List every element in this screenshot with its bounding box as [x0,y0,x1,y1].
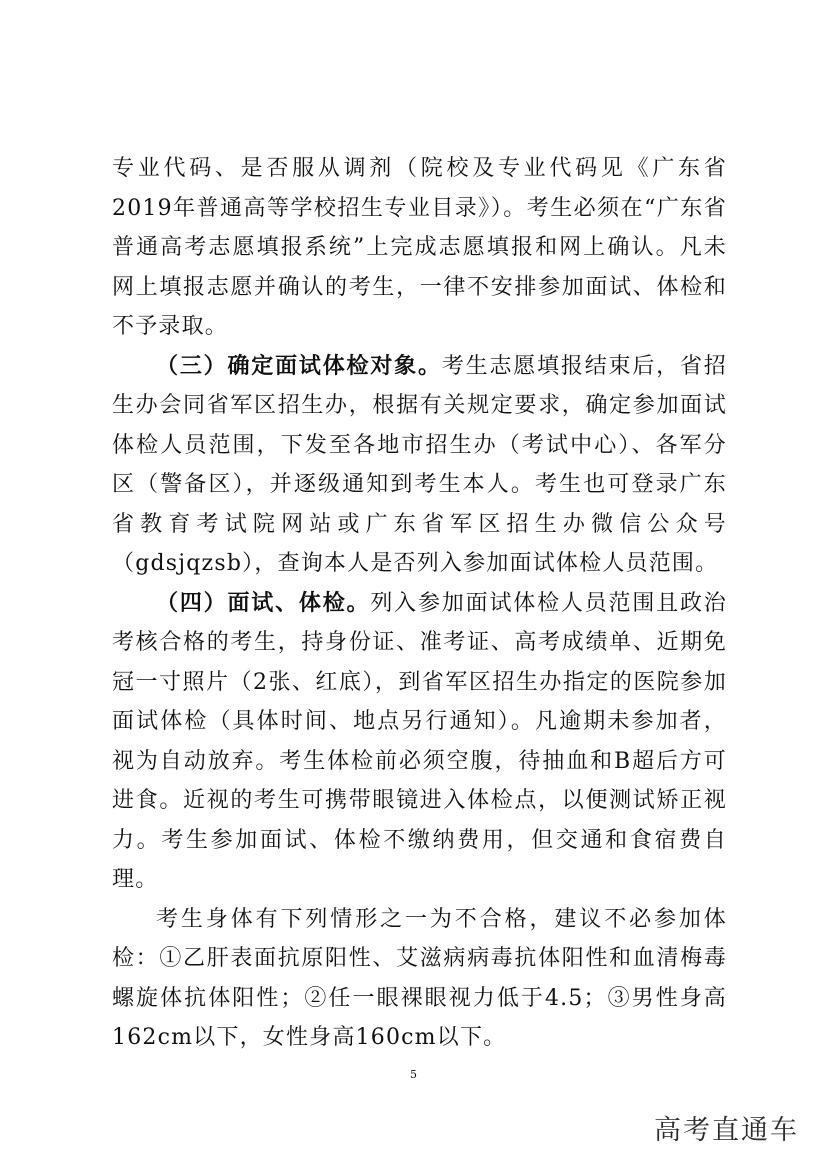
document-body [112,149,727,1058]
paragraph-interview-exam [112,584,727,900]
section-body-four: 列入参加面试体检人员范围且政治考核合格的考生，持身份证、准考证、高考成绩单、近期免冠一寸照片（2张、红底），到省军区招生办指定的医院参加面试体检（具体时间、地点另行通知）。凡逾期未参加者，视为自动放弃。考生体检前必须空腹，待抽血和B超后方可进食。近视的考生可携带眼镜进入体检点，以便测试矫正视力。考生参加面试、体检不缴纳费用，但交通和食宿费自理。 [112,590,727,892]
watermark-logo-text: 高考直通车 [654,1115,799,1146]
section-heading-three: （三）确定面试体检对象。 [156,352,442,379]
section-body-three: 考生志愿填报结束后，省招生办会同省军区招生办，根据有关规定要求，确定参加面试体检人员范围，下发至各地市招生办（考试中心）、各军分区（警备区），并逐级通知到考生本人。考生也可登录广东省教育考试院网站或广东省军区招生办微信公众号（gdsjqzsb），查询本人是否列入参加面试体检人员范围。 [112,353,727,576]
page-number: 5 [410,1068,417,1081]
paragraph-disqualification: 考生身体有下列情形之一为不合格，建议不必参加体检：①乙肝表面抗原阳性、艾滋病病毒抗体阳性和血清梅毒螺旋体抗体阳性；②任一眼裸眼视力低于4.5；③男性身高162cm以下，女性身高160cm以下。 [112,906,727,1050]
paragraph-interview-candidates [112,347,727,584]
section-heading-four: （四）面试、体检。 [156,589,371,616]
paragraph-major-code: 专业代码、是否服从调剂（院校及专业代码见《广东省2019年普通高等学校招生专业目录》）。考生必须在“广东省普通高考志愿填报系统”上完成志愿填报和网上确认。凡未网上填报志愿并确认的考生，一律不安排参加面试、体检和不予录取。 [112,156,727,339]
